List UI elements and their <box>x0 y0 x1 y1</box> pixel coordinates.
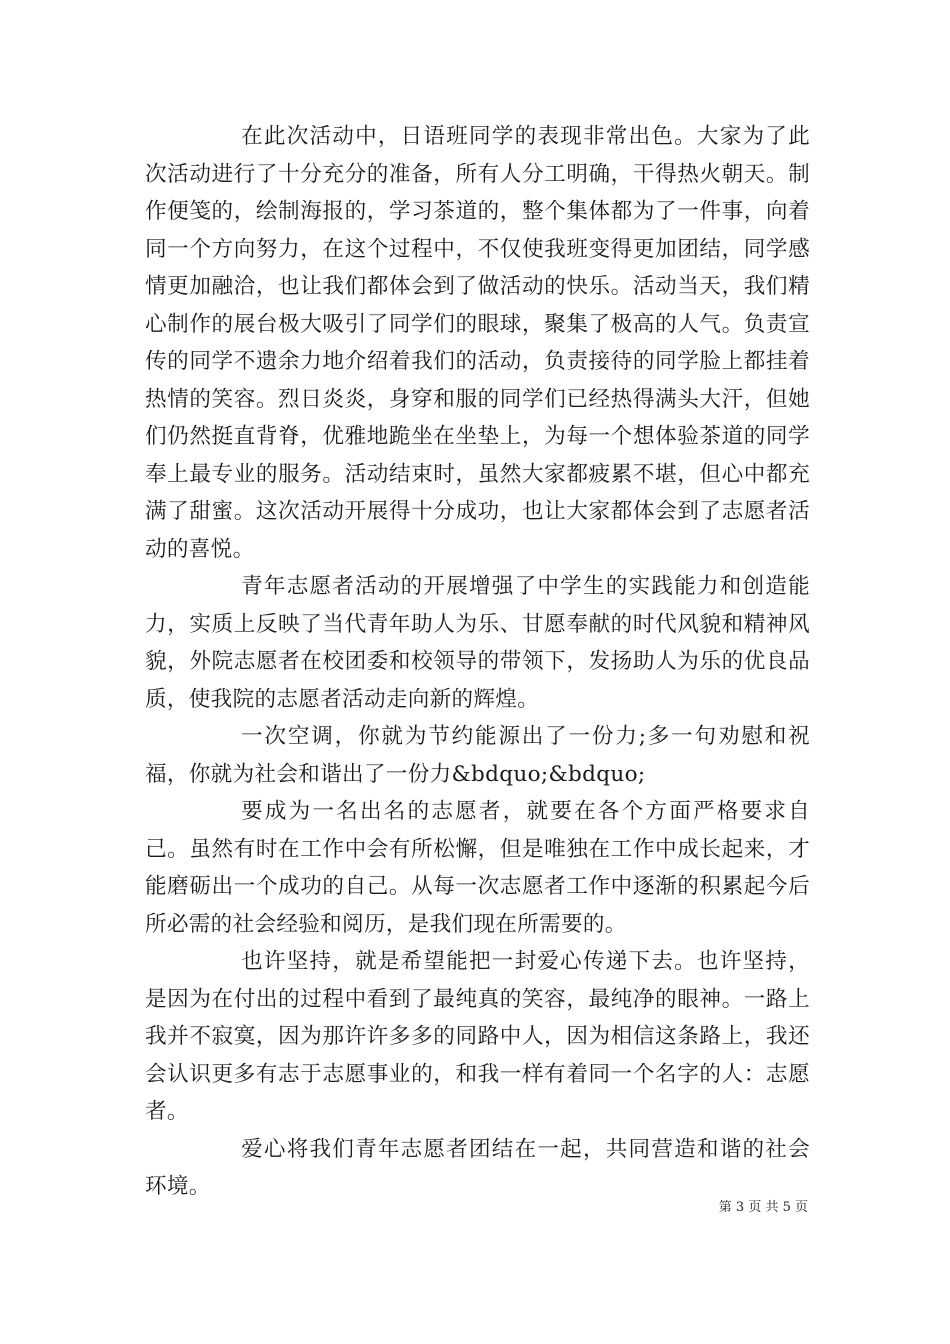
paragraph-volunteer-significance: 青年志愿者活动的开展增强了中学生的实践能力和创造能力，实质上反映了当代青年助人为乐、甘愿奉献的时代风貌和精神风貌，外院志愿者在校团委和校领导的带领下，发扬助人为乐的优良品质，使我院的志愿者活动走向新的辉煌。 <box>145 574 810 712</box>
paragraph-activity-report: 在此次活动中，日语班同学的表现非常出色。大家为了此次活动进行了十分充分的准备，所有人分工明确，干得热火朝天。制作便笺的，绘制海报的，学习茶道的，整个集体都为了一件事，向着同一个方向努力，在这个过程中，不仅使我班变得更加团结，同学感情更加融洽，也让我们都体会到了做活动的快乐。活动当天，我们精心制作的展台极大吸引了同学们的眼球，聚集了极高的人气。负责宣传的同学不遗余力地介绍着我们的活动，负责接待的同学脸上都挂着热情的笑容。烈日炎炎，身穿和服的同学们已经热得满头大汗，但她们仍然挺直背脊，优雅地跪坐在坐垫上，为每一个想体验茶道的同学奉上最专业的服务。活动结束时，虽然大家都疲累不堪，但心中都充满了甜蜜。这次活动开展得十分成功，也让大家都体会到了志愿者活动的喜悦。 <box>145 124 810 562</box>
body-text <box>145 118 810 1206</box>
paragraph-persistence: 也许坚持，就是希望能把一封爱心传递下去。也许坚持，是因为在付出的过程中看到了最纯真的笑容，最纯净的眼神。一路上我并不寂寞，因为那许许多多的同路中人，因为相信这条路上，我还会认识更多有志于志愿事业的，和我一样有着同一个名字的人：志愿者。 <box>145 949 810 1124</box>
paragraph-small-contribution: 一次空调，你就为节约能源出了一份力;多一句劝慰和祝福，你就为社会和谐出了一份力&bdquo;&bdquo; <box>145 724 810 787</box>
page-number-footer: 第 3 页 共 5 页 <box>718 1200 808 1215</box>
paragraph-self-discipline: 要成为一名出名的志愿者，就要在各个方面严格要求自己。虽然有时在工作中会有所松懈，但是唯独在工作中成长起来，才能磨砺出一个成功的自己。从每一次志愿者工作中逐渐的积累起今后所必需的社会经验和阅历，是我们现在所需要的。 <box>145 799 810 937</box>
paragraph-conclusion: 爱心将我们青年志愿者团结在一起，共同营造和谐的社会环境。 <box>145 1136 810 1199</box>
